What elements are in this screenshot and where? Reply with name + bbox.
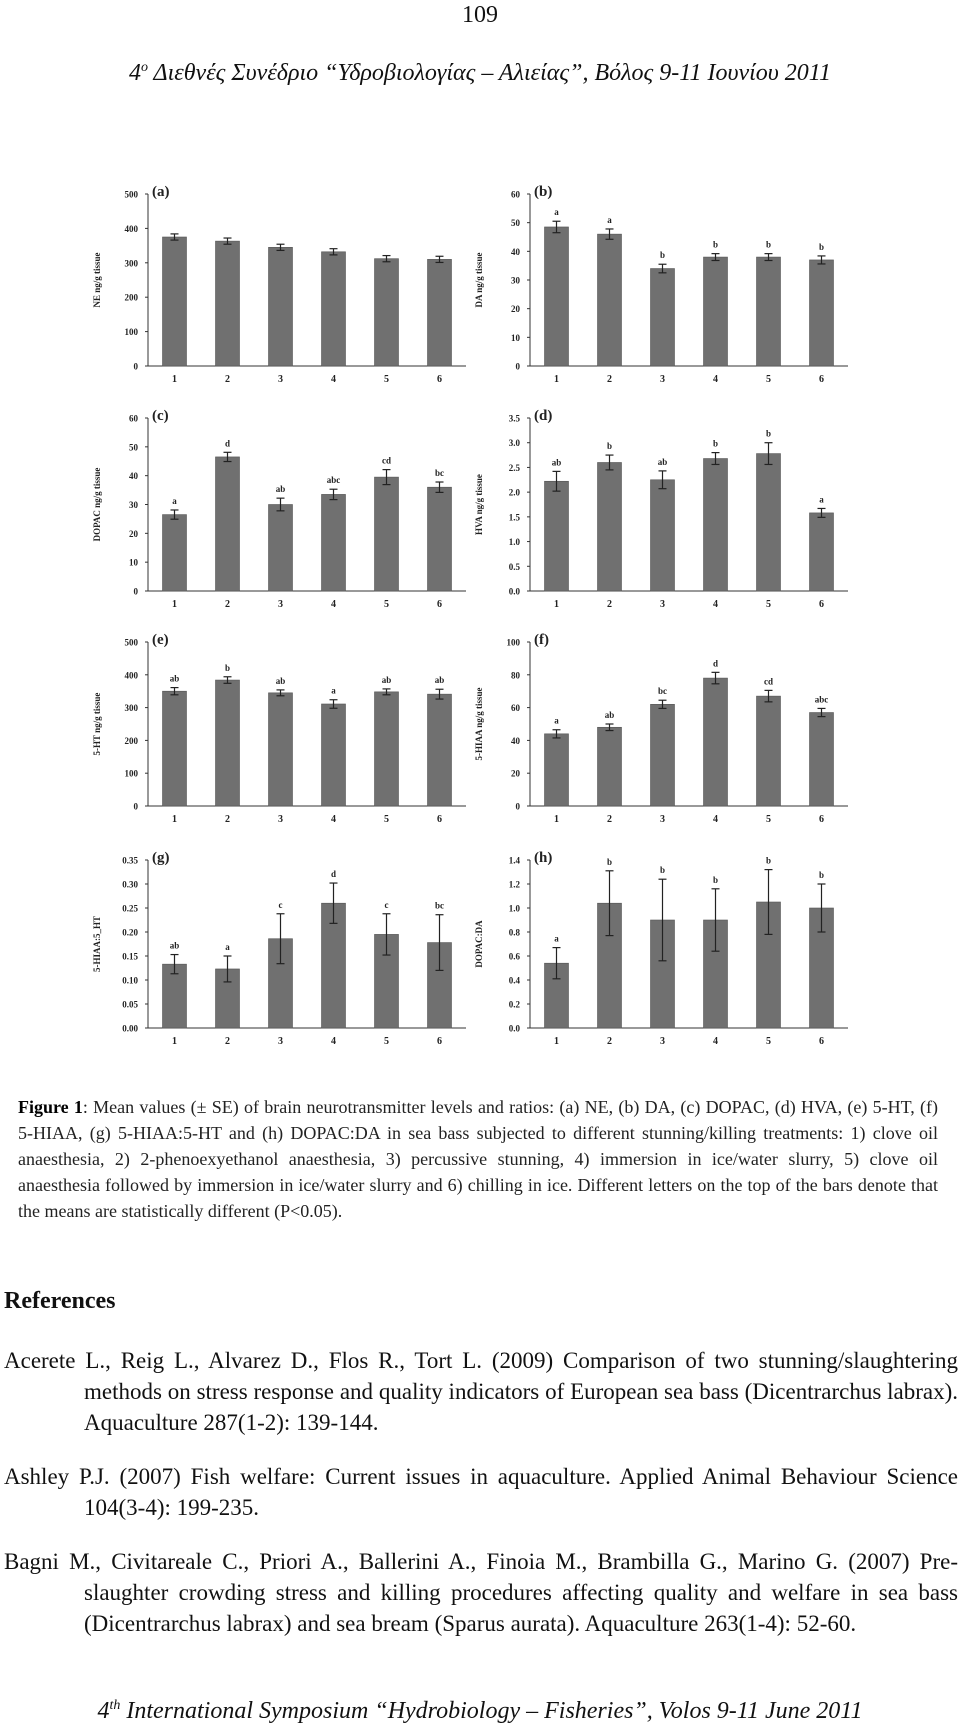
y-tick-label: 0.00 <box>122 1023 138 1034</box>
bar <box>269 505 293 592</box>
panel-label: (h) <box>534 850 553 866</box>
bar <box>651 269 675 366</box>
x-tick-label: 3 <box>278 374 283 385</box>
significance-letter: b <box>659 250 666 261</box>
bar <box>757 454 781 591</box>
page-number: 109 <box>462 2 498 28</box>
y-tick-label: 0.2 <box>508 999 520 1010</box>
y-tick-label: 500 <box>124 189 138 200</box>
y-tick-label: 300 <box>124 703 138 714</box>
significance-letter: d <box>224 438 231 449</box>
chart-panel <box>474 850 848 1047</box>
y-axis-label: 5-HIAA:5_HT <box>92 916 102 972</box>
x-tick-label: 3 <box>278 599 283 610</box>
reference-item: Acerete L., Reig L., Alvarez D., Flos R., Tort L. (2009) Comparison of two stunning/slaughtering methods on stress response and quality indicators of European sea bass (Dicentrarchus labrax). Aquaculture 287(1-2): 139-144. <box>4 1348 958 1435</box>
x-tick-label: 2 <box>607 374 612 385</box>
significance-letter: b <box>712 874 719 885</box>
significance-letter: c <box>278 899 283 910</box>
references-heading: References <box>4 1288 116 1314</box>
significance-letter: b <box>606 441 613 452</box>
bar <box>704 257 728 366</box>
y-tick-label: 0 <box>133 801 138 812</box>
x-tick-label: 4 <box>713 374 718 385</box>
y-tick-label: 20 <box>129 528 138 539</box>
y-tick-label: 100 <box>506 637 520 648</box>
bar <box>216 241 240 366</box>
y-tick-label: 400 <box>124 223 138 234</box>
significance-letter: bc <box>435 900 444 911</box>
y-tick-label: 100 <box>124 327 138 338</box>
significance-letter: cd <box>764 676 773 687</box>
x-tick-label: 3 <box>278 814 283 825</box>
y-tick-label: 40 <box>129 471 138 482</box>
panel-label: (a) <box>152 184 170 200</box>
y-tick-label: 1.0 <box>508 537 520 548</box>
significance-letter: ab <box>551 457 562 468</box>
significance-letter: bc <box>435 468 444 479</box>
x-tick-label: 2 <box>607 599 612 610</box>
x-tick-label: 5 <box>766 374 771 385</box>
chart-panel <box>92 632 466 825</box>
significance-letter: b <box>765 428 772 439</box>
y-tick-label: 0.0 <box>508 586 520 597</box>
significance-letter: b <box>659 865 666 876</box>
significance-letter: abc <box>814 694 829 705</box>
x-tick-label: 5 <box>384 374 389 385</box>
y-axis-label: DA ng/g tissue <box>474 252 484 308</box>
chart-panel <box>474 184 848 385</box>
bar <box>375 477 399 591</box>
y-tick-label: 0.10 <box>122 975 138 986</box>
chart-panel <box>92 184 466 385</box>
x-tick-label: 2 <box>225 1036 230 1047</box>
significance-letter: ab <box>381 674 392 685</box>
x-tick-label: 3 <box>660 374 665 385</box>
panel-label: (d) <box>534 408 553 424</box>
y-tick-label: 10 <box>511 332 520 343</box>
bar <box>704 459 728 591</box>
footer-text: International Symposium “Hydrobiology – Fisheries”, Volos 9-11 June 2011 <box>120 1698 863 1724</box>
bar <box>269 693 293 806</box>
x-tick-label: 1 <box>172 599 177 610</box>
y-tick-label: 3.5 <box>508 413 520 424</box>
y-tick-label: 0 <box>133 361 138 372</box>
y-tick-label: 40 <box>511 246 520 257</box>
significance-letter: ab <box>275 675 286 686</box>
bar <box>810 513 834 591</box>
x-tick-label: 4 <box>331 599 336 610</box>
significance-letter: b <box>224 662 231 673</box>
significance-letter: abc <box>326 475 341 486</box>
y-axis-label: DOPAC ng/g tissue <box>92 467 102 542</box>
y-tick-label: 1.0 <box>508 903 520 914</box>
bar <box>704 678 728 806</box>
y-tick-label: 20 <box>511 304 520 315</box>
significance-letter: b <box>765 855 772 866</box>
bar <box>163 691 187 806</box>
bar <box>428 259 452 366</box>
bar <box>545 734 569 806</box>
y-tick-label: 1.5 <box>508 512 520 523</box>
y-axis-label: 5-HT ng/g tissue <box>92 692 102 756</box>
bar <box>598 234 622 366</box>
significance-letter: b <box>712 239 719 250</box>
reference-item: Bagni M., Civitareale C., Priori A., Ballerini A., Finoia M., Brambilla G., Marino G. (2007) Pre-slaughter crowding stress and killing procedures affecting quality and welfare in sea bass (Dicentrarchus labrax) and sea bream (Sparus aurata). Aquaculture 263(1-4): 52-60. <box>4 1549 958 1636</box>
y-tick-label: 0.35 <box>122 855 138 866</box>
y-axis-label: HVA ng/g tissue <box>474 474 484 535</box>
y-tick-label: 3.0 <box>508 438 520 449</box>
y-tick-label: 0.25 <box>122 903 138 914</box>
y-tick-label: 100 <box>124 768 138 779</box>
significance-letter: ab <box>434 675 445 686</box>
y-tick-label: 60 <box>511 189 520 200</box>
chart-panel <box>92 850 466 1047</box>
significance-letter: ab <box>169 940 180 951</box>
y-tick-label: 10 <box>129 557 138 568</box>
y-tick-label: 0.4 <box>508 975 520 986</box>
x-tick-label: 5 <box>384 1036 389 1047</box>
x-tick-label: 1 <box>172 1036 177 1047</box>
x-tick-label: 5 <box>766 1036 771 1047</box>
y-axis-label: NE ng/g tissue <box>92 252 102 308</box>
x-tick-label: 6 <box>819 814 824 825</box>
significance-letter: a <box>607 214 612 225</box>
x-tick-label: 6 <box>437 599 442 610</box>
significance-letter: d <box>712 658 719 669</box>
panel-label: (e) <box>152 632 169 648</box>
bar <box>757 696 781 806</box>
bar <box>428 487 452 591</box>
significance-letter: b <box>765 239 772 250</box>
panel-label: (c) <box>152 408 169 424</box>
bar <box>216 457 240 591</box>
y-tick-label: 1.4 <box>508 855 520 866</box>
bar <box>216 680 240 806</box>
significance-letter: a <box>331 685 336 696</box>
bar <box>545 481 569 591</box>
bar <box>375 692 399 806</box>
x-tick-label: 3 <box>278 1036 283 1047</box>
panel-label: (g) <box>152 850 170 866</box>
x-tick-label: 6 <box>819 599 824 610</box>
significance-letter: b <box>818 241 825 252</box>
significance-letter: b <box>606 856 613 867</box>
x-tick-label: 1 <box>172 814 177 825</box>
significance-letter: ab <box>169 673 180 684</box>
x-tick-label: 3 <box>660 1036 665 1047</box>
y-tick-label: 0 <box>133 586 138 597</box>
y-tick-label: 0.20 <box>122 927 138 938</box>
bar <box>810 713 834 806</box>
bar <box>163 515 187 591</box>
figure-caption-label: Figure 1 <box>18 1097 83 1117</box>
x-tick-label: 1 <box>554 374 559 385</box>
y-tick-label: 0 <box>515 801 520 812</box>
bar <box>598 462 622 591</box>
y-tick-label: 0.0 <box>508 1023 520 1034</box>
figure-caption <box>18 1094 938 1224</box>
y-tick-label: 0 <box>515 361 520 372</box>
y-tick-label: 60 <box>129 413 138 424</box>
significance-letter: a <box>554 207 559 218</box>
bar <box>163 237 187 366</box>
y-tick-label: 20 <box>511 768 520 779</box>
bar <box>322 494 346 591</box>
x-tick-label: 1 <box>172 374 177 385</box>
footer-superscript: th <box>109 1698 121 1713</box>
y-axis-label: 5-HIAA ng/g tissue <box>474 687 484 761</box>
header-superscript: ο <box>140 60 148 75</box>
x-tick-label: 2 <box>607 1036 612 1047</box>
y-tick-label: 400 <box>124 670 138 681</box>
y-tick-label: 0.30 <box>122 879 138 890</box>
panel-label: (b) <box>534 184 553 200</box>
y-tick-label: 0.6 <box>508 951 520 962</box>
bar <box>375 259 399 366</box>
bar <box>651 704 675 806</box>
x-tick-label: 4 <box>331 374 336 385</box>
y-tick-label: 0.05 <box>122 999 138 1010</box>
footer-prefix: 4 <box>97 1698 110 1724</box>
x-tick-label: 5 <box>384 599 389 610</box>
x-tick-label: 1 <box>554 814 559 825</box>
page-footer <box>0 1698 960 1725</box>
y-tick-label: 50 <box>129 442 138 453</box>
x-tick-label: 1 <box>554 1036 559 1047</box>
y-tick-label: 60 <box>511 703 520 714</box>
y-tick-label: 80 <box>511 670 520 681</box>
y-tick-label: 40 <box>511 735 520 746</box>
x-tick-label: 4 <box>713 1036 718 1047</box>
y-tick-label: 1.2 <box>508 879 520 890</box>
y-tick-label: 0.15 <box>122 951 138 962</box>
reference-item: Ashley P.J. (2007) Fish welfare: Current issues in aquaculture. Applied Animal Behaviour Science 104(3-4): 199-235. <box>4 1464 958 1520</box>
x-tick-label: 2 <box>225 374 230 385</box>
significance-letter: ab <box>657 456 668 467</box>
x-tick-label: 3 <box>660 814 665 825</box>
x-tick-label: 6 <box>819 374 824 385</box>
significance-letter: ab <box>275 484 286 495</box>
bar <box>269 247 293 366</box>
x-tick-label: 4 <box>713 599 718 610</box>
x-tick-label: 4 <box>713 814 718 825</box>
x-tick-label: 5 <box>384 814 389 825</box>
significance-letter: b <box>818 870 825 880</box>
x-tick-label: 3 <box>660 599 665 610</box>
y-tick-label: 200 <box>124 292 138 303</box>
y-tick-label: 50 <box>511 218 520 229</box>
bar <box>545 227 569 366</box>
x-tick-label: 2 <box>607 814 612 825</box>
significance-letter: d <box>330 869 337 880</box>
y-tick-label: 2.5 <box>508 462 520 473</box>
x-tick-label: 1 <box>554 599 559 610</box>
x-tick-label: 4 <box>331 1036 336 1047</box>
chart-panel <box>474 408 848 610</box>
significance-letter: a <box>225 942 230 952</box>
chart-panel <box>474 632 848 825</box>
significance-letter: ab <box>604 710 615 720</box>
chart-panel <box>92 408 466 610</box>
y-tick-label: 200 <box>124 735 138 746</box>
header-text: Διεθνές Συνέδριο “Υδροβιολογίας – Αλιείας”, Βόλος 9-11 Ιουνίου 2011 <box>147 60 832 86</box>
significance-letter: a <box>819 494 824 505</box>
significance-letter: b <box>712 438 719 449</box>
y-tick-label: 2.0 <box>508 487 520 498</box>
y-tick-label: 30 <box>511 275 520 286</box>
x-tick-label: 6 <box>819 1036 824 1047</box>
significance-letter: a <box>554 715 559 726</box>
y-tick-label: 0.5 <box>508 561 520 572</box>
references-list <box>4 1322 958 1639</box>
panel-label: (f) <box>534 632 549 648</box>
bar <box>598 727 622 806</box>
x-tick-label: 6 <box>437 1036 442 1047</box>
x-tick-label: 5 <box>766 599 771 610</box>
significance-letter: a <box>172 495 177 506</box>
bar <box>322 704 346 806</box>
x-tick-label: 2 <box>225 599 230 610</box>
bar <box>651 480 675 591</box>
y-tick-label: 30 <box>129 500 138 510</box>
y-tick-label: 0.8 <box>508 927 520 938</box>
bar <box>810 260 834 366</box>
significance-letter: bc <box>658 686 667 697</box>
x-tick-label: 5 <box>766 814 771 825</box>
significance-letter: a <box>554 933 559 944</box>
y-tick-label: 500 <box>124 637 138 648</box>
x-tick-label: 4 <box>331 814 336 825</box>
figure-caption-text: : Mean values (± SE) of brain neurotransmitter levels and ratios: (a) NE, (b) DA, (c) DOPAC, (d) HVA, (e) 5-HT, (f) 5-HIAA, (g) 5-HIAA:5-HT and (h) DOPAC:DA in sea bass subjected to different stunning/killing treatments: 1) clove oil anaesthesia, 2) 2-phenoexyethanol anaesthesia, 3) percussive stunning, 4) immersion in ice/water slurry, 5) clove oil anaesthesia followed by immersion in ice/water slurry and 6) chilling in ice. Different letters on the top of the bars denote that the means are statistically different (P<0.05). <box>18 1097 938 1221</box>
significance-letter: cd <box>382 455 391 466</box>
bar <box>757 257 781 366</box>
significance-letter: c <box>384 899 389 910</box>
header-prefix: 4 <box>128 60 141 86</box>
x-tick-label: 2 <box>225 814 230 825</box>
bar <box>322 252 346 366</box>
x-tick-label: 6 <box>437 814 442 825</box>
y-axis-label: DOPAC:DA <box>474 920 484 968</box>
x-tick-label: 6 <box>437 374 442 385</box>
y-tick-label: 300 <box>124 258 138 269</box>
bar <box>428 694 452 806</box>
